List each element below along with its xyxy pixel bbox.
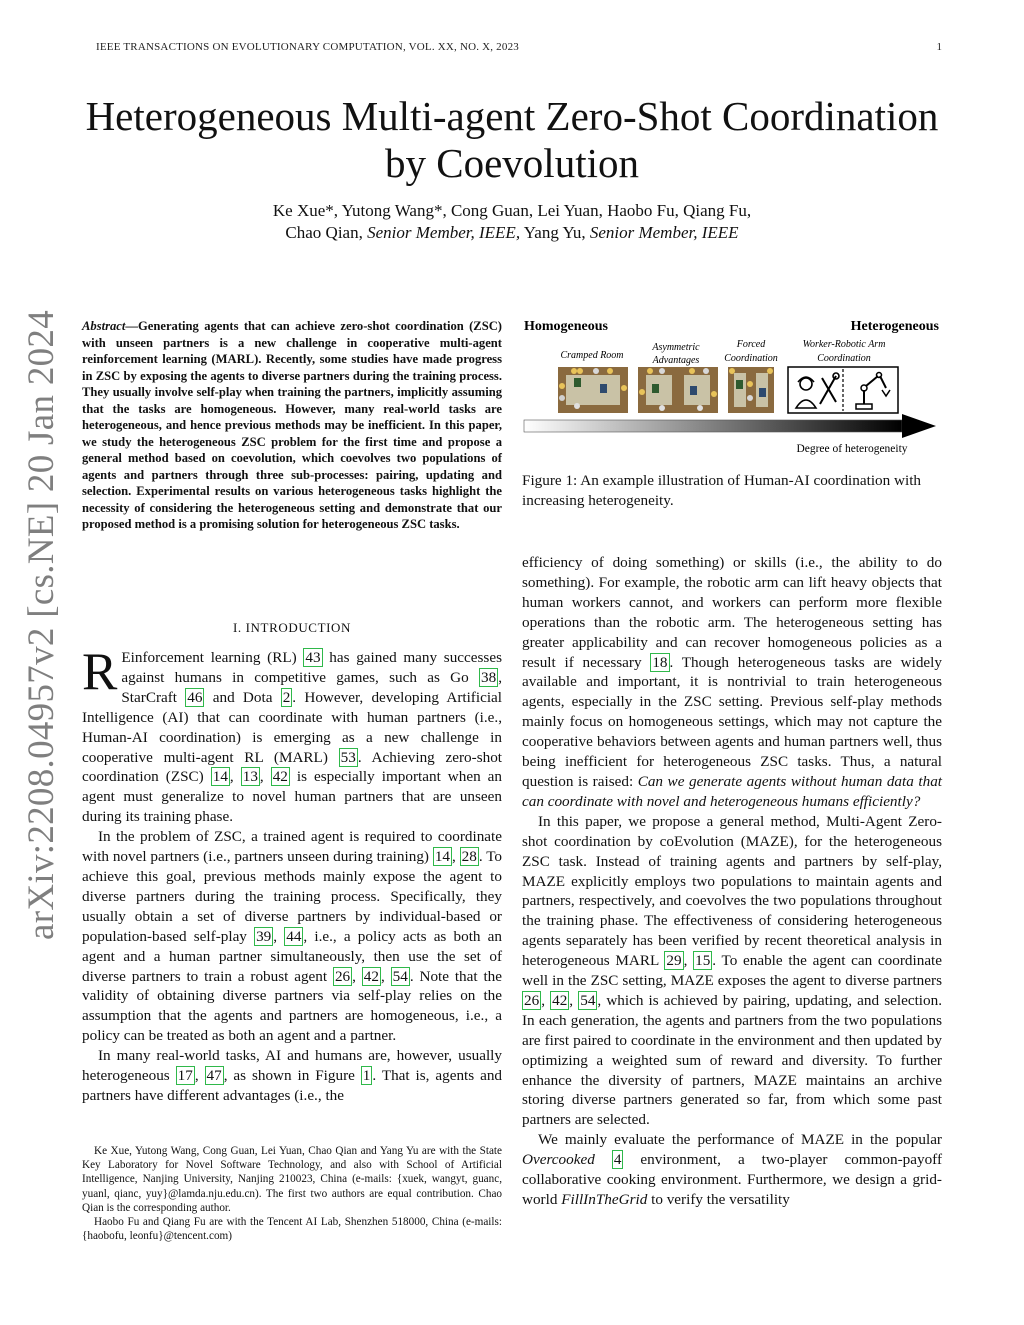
citation-link[interactable]: 26 [524, 991, 540, 1009]
citation-link[interactable]: 38 [481, 668, 497, 686]
paragraph: In this paper, we propose a general method, Multi-Agent Zero-shot coordination by coEvolution (MAZE), for the heterogeneous ZSC task. Instead of training agents and partners by self-play, MAZE explicitly employs two populations to maintain agents and partners, respectively, and coevolves the two populations throughout the training phase. The effectiveness of considering heterogeneous agents separately has been verified by recent theoretical analysis in heterogeneous MARL 29 , 15 . To enable the agent can coordinate well in the ZSC setting, MAZE exposes the agent to diverse partners 26 , 42 , 54 , which is achieved by pairing, updating, and selection. In each generation, the agents and partners from the two populations are first paired to coordinate in the environment and then updated by optimizing a weighted sum of reward and diversity. To further enhance the diversity of partners, MAZE maintains an archive storing diverse partners generated so far, from which some past partners are selected. [522, 812, 943, 1129]
paragraph: efficiency of doing something) or skills (i.e., the ability to do something). For example, the robotic arm can lift heavy objects that human workers cannot, and workers can perform more flexible operations than the robotic arm. The heterogeneous setting has greater applicability and can recover homogeneous policies as a result if necessary 18 . Though heterogeneous tasks are widely available and important, it is nontrivial to train heterogeneous agents, especially in the ZSC setting. Previous self-play methods mainly focus on homogeneous settings, which may not capture the cooperative behaviors between agents and human partners well, thus being inefficient for heterogeneous ZSC tasks. Thus, a natural question is raised: Can we generate agents without human data that can coordinate with novel and heterogeneous humans efficiently? [522, 554, 943, 810]
author-title: Senior Member, IEEE, [367, 223, 521, 242]
research-question: Can we generate agents without human data that can coordinate with novel and heterogeneous humans efficiently? [522, 772, 943, 810]
citation-link[interactable]: 13 [242, 768, 258, 786]
introduction-body [82, 643, 503, 1106]
heterogeneity-axis-arrow [524, 414, 936, 438]
abstract-label: Abstract [82, 319, 126, 333]
citation-link[interactable]: 46 [187, 688, 203, 706]
citation-link[interactable]: 42 [272, 768, 288, 786]
citation-link[interactable]: 28 [461, 848, 477, 866]
figure-caption: Figure 1: An example illustration of Human-AI coordination with increasing heterogeneity. [522, 472, 922, 509]
author-yu: Yang Yu, [523, 223, 586, 242]
heterogeneous-label: Heterogeneous [850, 319, 939, 334]
footnote [82, 1144, 502, 1243]
citation-link[interactable]: 42 [363, 967, 379, 985]
citation-link[interactable]: 54 [580, 991, 596, 1009]
panel-label-worker-arm: Worker-Robotic Arm [802, 339, 886, 350]
author-qian: Chao Qian, [285, 223, 363, 242]
citation-link[interactable]: 14 [212, 768, 228, 786]
citation-link[interactable]: 54 [392, 967, 408, 985]
section-title-rest: NTRODUCTION [250, 620, 352, 635]
author-list [100, 200, 924, 244]
citation-link[interactable]: 17 [177, 1067, 193, 1085]
citation-link[interactable]: 4 [613, 1151, 622, 1169]
citation-link[interactable]: 15 [695, 952, 711, 970]
cramped-room-layout [558, 367, 628, 413]
panel-label-coordination: Coordination [724, 353, 778, 364]
footnote-affiliation-2: Haobo Fu and Qiang Fu are with the Tencent AI Lab, Shenzhen 518000, China (e-mails: {haobofu, leonfu}@tencent.com) [82, 1216, 502, 1243]
citation-link[interactable]: 18 [652, 653, 668, 671]
homogeneous-label: Homogeneous [524, 319, 608, 334]
citation-link[interactable]: 2 [282, 688, 291, 706]
title-line-1: Heterogeneous Multi-agent Zero-Shot Coordination [85, 93, 939, 139]
citation-link[interactable]: 42 [552, 991, 568, 1009]
page-number: 1 [936, 41, 942, 53]
journal-header: IEEE TRANSACTIONS ON EVOLUTIONARY COMPUTATION, VOL. XX, NO. X, 2023 [96, 41, 519, 53]
paragraph: We mainly evaluate the performance of MAZE in the popular Overcooked 4 environment, a two-player common-payoff collaborative cooking environment. Furthermore, we design a grid-world FillInTheGrid to verify the versatility [522, 1131, 943, 1208]
abstract [82, 318, 502, 533]
citation-link[interactable]: 43 [305, 649, 321, 666]
section-heading [82, 620, 502, 636]
citation-link[interactable]: 39 [256, 927, 272, 945]
citation-link[interactable]: 14 [434, 848, 450, 866]
footnote-affiliation-1: Ke Xue, Yutong Wang, Cong Guan, Lei Yuan, Chao Qian and Yang Yu are with the State Key Laboratory for Novel Software Technology, and also with School of Artificial Intelligence, Nanjing University, Nanjing 210023, China (e-mails: {xuek, wangyt, guanc, yuanl, qianc, yuy}@lamda.nju.edu.cn). The first two authors are equal contribution. Chao Qian is the corresponding author. [82, 1145, 502, 1214]
citation-link[interactable]: 47 [206, 1067, 222, 1085]
figure-1 [522, 314, 942, 464]
arxiv-identifier: arXiv:2208.04957v2 [cs.NE] 20 Jan 2024 [21, 309, 62, 940]
citation-link[interactable]: 53 [340, 748, 356, 766]
authors-line-1: Ke Xue*, Yutong Wang*, Cong Guan, Lei Yuan, Haobo Fu, Qiang Fu, [272, 201, 752, 220]
panel-label-coordination-2: Coordination [817, 353, 871, 364]
panel-label-advantages: Advantages [652, 355, 700, 366]
asymmetric-advantages-layout [638, 367, 718, 413]
figure-reference-link[interactable]: 1 [362, 1067, 371, 1085]
environment-name: Overcooked [522, 1151, 595, 1169]
introduction-body-continued [522, 553, 942, 1210]
panel-label-cramped-room: Cramped Room [560, 350, 624, 361]
title-line-2: by Coevolution [385, 140, 639, 186]
worker-robotic-arm-panel [788, 367, 898, 413]
drop-cap: R [82, 643, 118, 701]
citation-link[interactable]: 26 [334, 967, 351, 985]
section-title-initial: I [245, 620, 251, 635]
panel-label-asymmetric: Asymmetric [652, 342, 700, 353]
authors-line-2 [100, 222, 924, 244]
axis-label: Degree of heterogeneity [796, 443, 908, 455]
paragraph: In the problem of ZSC, a trained agent is required to coordinate with novel partners (i.e., partners unseen during training) 14 , 28 . To achieve this goal, previous methods mainly expose the agent to diverse partners during the training process. Specifically, they usually obtain a set of diverse partners by individual-based or population-based self-play 39 , 44 , i.e., a policy acts as both an agent and a human partner simultaneously, then use the set of diverse partners to train a robust agent 26 , 42 , 54 . Note that the validity of obtaining diverse partners via self-play relies on the assumption that the agents and partners are homogeneous, i.e., a policy can be treated as both an agent and a partner. [82, 828, 503, 1045]
heterogeneity-illustration [522, 314, 942, 464]
author-title: Senior Member, IEEE [589, 223, 739, 242]
abstract-text: —Generating agents that can achieve zero-shot coordination (ZSC) with unseen partners is a new challenge in cooperative multi-agent reinforcement learning (MARL). Recently, some studies have made progress in ZSC by exposing the agents to diverse partners during the training process. They usually involve self-play when training the partners, implicitly assuming that the tasks are homogeneous. However, many real-world tasks are heterogeneous, and hence previous methods may be inefficient. In this paper, we study the heterogeneous ZSC problem for the first time and propose a general method based on coevolution, which coevolves two populations of agents and partners through three sub-processes: pairing, updating and selection. Experimental results on various heterogeneous tasks highlight the necessity of considering the heterogeneous setting and demonstrate that our proposed method is a promising solution for heterogeneous ZSC tasks. [82, 319, 502, 531]
section-number: I. [232, 620, 242, 635]
panel-label-forced: Forced [736, 339, 766, 350]
paragraph: In many real-world tasks, AI and humans are, however, usually heterogeneous 17 , 47 , as shown in Figure 1 . That is, agents and partners have different advantages (i.e., the [82, 1047, 503, 1104]
paper-title [60, 93, 964, 187]
citation-link[interactable]: 44 [286, 927, 302, 945]
citation-link[interactable]: 29 [666, 952, 682, 970]
forced-coordination-layout [728, 367, 774, 413]
environment-name: FillInTheGrid [561, 1191, 648, 1208]
paragraph: R Einforcement learning (RL) 43 has gained many successes against humans in competitive games, such as Go 38 , StarCraft 46 and Dota 2 . However, developing Artificial Intelligence (AI) that can coordinate with human partners (i.e., Human-AI coordination) is emerging as a new challenge in cooperative multi-agent RL (MARL) 53 . Achieving zero-shot coordination (ZSC) 14 , 13 , 42 is especially important when an agent must generalize to novel human partners that are unseen during its training phase. [82, 643, 503, 826]
